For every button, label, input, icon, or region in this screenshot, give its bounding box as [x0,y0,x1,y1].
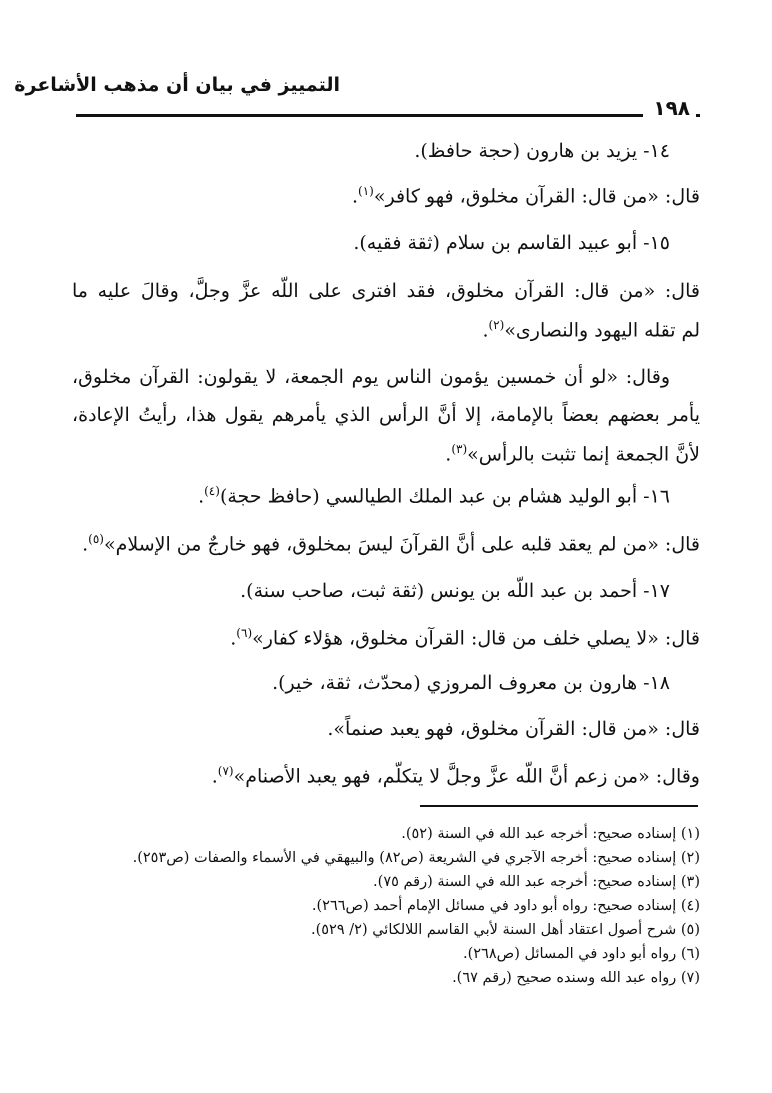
narrator-entry-14: ١٤- يزيد بن هارون (حجة حافظ). [414,140,670,162]
quote-line: قال: «لا يصلي خلف من قال: القرآن مخلوق، هؤلاء كفار»$^{(٦)}$. [230,626,700,650]
footnote-ref: (٢) [488,318,505,332]
footnote-item: (٥) شرح أصول اعتقاد أهل السنة لأبي القاسم اللالكائي (٢/ ٥٢٩). [310,922,700,938]
footnote-item: (١) إسناده صحيح: أخرجه عبد الله في السنة (٥٢). [401,826,700,842]
running-header-title: التمييز في بيان أن مذهب الأشاعرة [14,74,340,96]
footnote-item: (٣) إسناده صحيح: أخرجه عبد الله في السنة (رقم ٧٥). [373,874,700,890]
header-rule [76,114,700,117]
footnote-separator [420,805,698,807]
quote-line: قال: «من قال: القرآن مخلوق، فهو كافر»$^{(١)}$. [351,184,700,208]
footnote-ref: (٦) [236,626,253,640]
footnote-ref: (٥) [88,532,104,546]
narrator-entry-17: ١٧- أحمد بن عبد اللّه بن يونس (ثقة ثبت، صاحب سنة). [240,580,670,602]
narrator-entry-16: ١٦- أبو الوليد هشام بن عبد الملك الطيالسي (حافظ حجة)$^{(٤)}$. [198,484,670,508]
footnote-item: (٢) إسناده صحيح: أخرجه الآجري في الشريعة (ص٨٢) والبيهقي في الأسماء والصفات (ص٢٥٣). [132,850,700,866]
quote-line: قال: «من قال: القرآن مخلوق، فقد افترى على اللّه عزَّ وجلَّ، وقالَ عليه ما [72,280,700,302]
narrator-entry-15: ١٥- أبو عبيد القاسم بن سلام (ثقة فقيه). [353,232,670,254]
quote-line: قال: «من لم يعقد قلبه على أنَّ القرآنَ ليسَ بمخلوق، فهو خارجٌ من الإسلام»$^{(٥)}$. [82,532,700,556]
quote-line: قال: «من قال: القرآن مخلوق، فهو يعبد صنماً». [327,718,700,740]
footnote-ref: (١) [358,184,374,198]
quote-line: لم تقله اليهود والنصارى»$^{(٢)}$. [482,318,700,342]
footnote-item: (٤) إسناده صحيح: رواه أبو داود في مسائل الإمام أحمد (ص٢٦٦). [311,898,700,914]
narrator-entry-18: ١٨- هارون بن معروف المروزي (محدّث، ثقة، خير). [272,672,670,694]
footnote-ref: (٤) [204,484,220,498]
quote-line: لأنَّ الجمعة إنما تثبت بالرأس»$^{(٣)}$. [445,442,700,466]
footnote-ref: (٣) [451,442,468,456]
quote-line: وقال: «لو أن خمسين يؤمون الناس يوم الجمعة، لا يقولون: القرآن مخلوق، [72,366,670,388]
footnote-item: (٧) رواه عبد الله وسنده صحيح (رقم ٦٧). [452,970,700,986]
quote-line: وقال: «من زعم أنَّ اللّه عزَّ وجلَّ لا يتكلّم، فهو يعبد الأصنام»$^{(٧)}$. [211,764,700,788]
quote-line: يأمر بعضهم بعضاً بالإمامة، إلا أنَّ الرأس الذي يأمرهم يقول هذا، رأيتُ الإعادة، [72,404,700,426]
page-number: ١٩٨ [643,96,696,120]
footnote-item: (٦) رواه أبو داود في المسائل (ص٢٦٨). [463,946,700,962]
footnote-ref: (٧) [217,764,234,778]
